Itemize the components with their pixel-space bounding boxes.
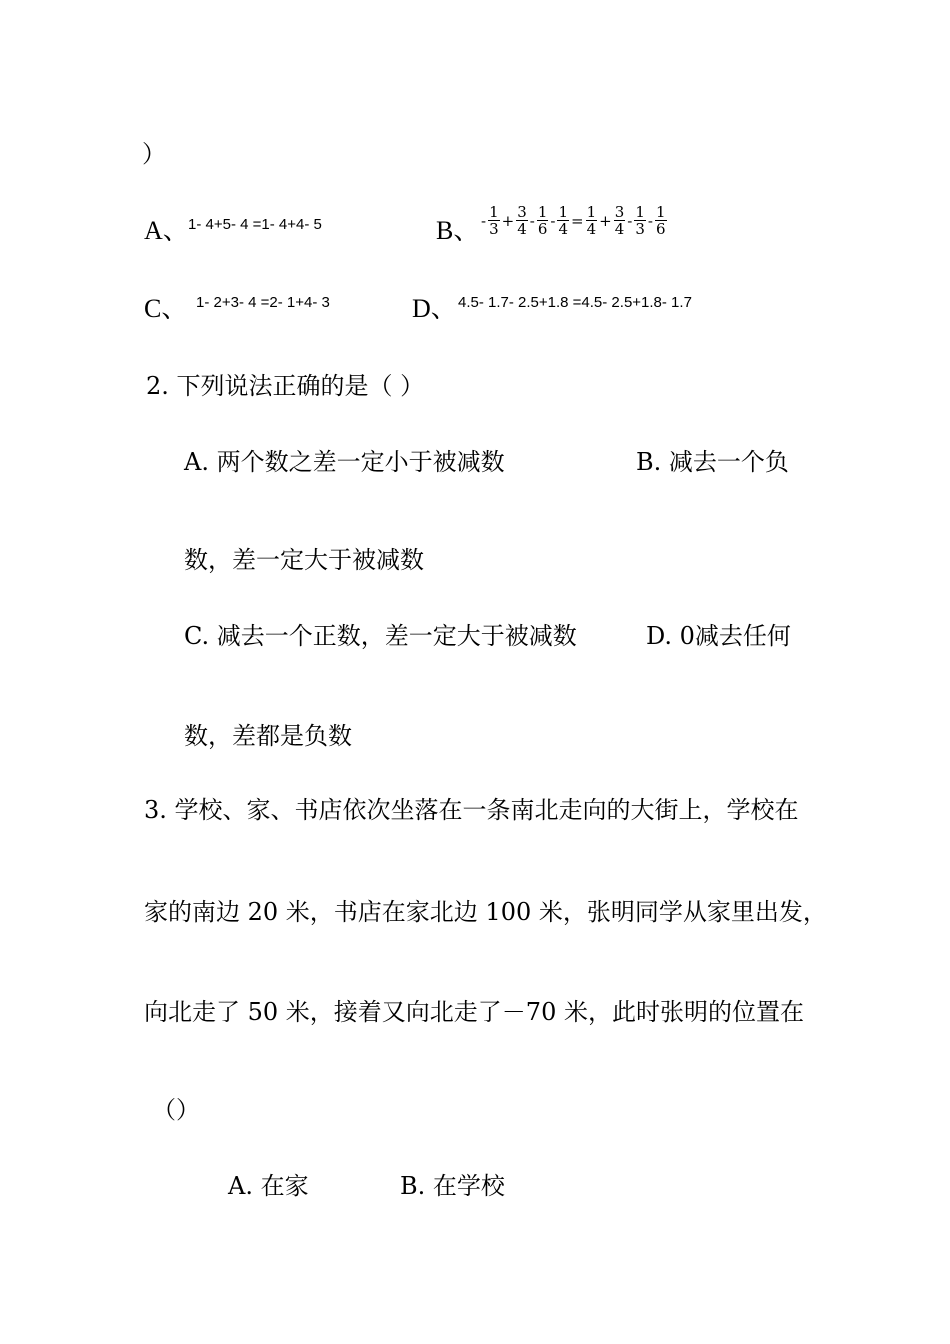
q1-option-b-expression	[480, 204, 668, 237]
q3-option-a: A. 在家	[228, 1172, 309, 1200]
term-sign: -	[550, 211, 556, 230]
fraction: $\frac{1}{6}$	[655, 203, 666, 238]
q1-option-c-expression: 1- 2+3- 4 =2- 1+4- 3	[196, 294, 330, 311]
q1-option-a-expression: 1- 4+5- 4 =1- 4+4- 5	[188, 216, 322, 233]
q1-option-a-label: A、	[144, 216, 189, 245]
q2-option-b-continued: 数，差一定大于被减数	[184, 546, 424, 574]
q1-option-b-label: B、	[436, 216, 480, 245]
q2-option-b: B. 减去一个负	[636, 448, 789, 476]
q2-option-d-continued: 数，差都是负数	[184, 722, 352, 750]
q1-paren-close: ）	[142, 140, 166, 168]
term-sign: -	[481, 211, 487, 230]
q3-option-b: B. 在学校	[400, 1172, 505, 1200]
fraction: $\frac{1}{3}$	[489, 203, 499, 238]
q1-option-d-expression: 4.5- 1.7- 2.5+1.8 =4.5- 2.5+1.8- 1.7	[458, 294, 692, 311]
q1-option-c-label: C、	[144, 294, 188, 323]
term-sign: +	[501, 211, 515, 230]
term-sign: -	[627, 211, 633, 230]
fraction: $\frac{1}{4}$	[586, 203, 597, 238]
q3-stem-line-3: 向北走了 50 米，接着又向北走了－70 米，此时张明的位置在	[144, 998, 804, 1026]
q2-option-a: A. 两个数之差一定小于被减数	[184, 448, 505, 476]
q2-stem: 2. 下列说法正确的是（ ）	[146, 372, 425, 400]
equals-sign: =	[571, 211, 584, 230]
q3-stem-line-2: 家的南边 20 米，书店在家北边 100 米，张明同学从家里出发，	[144, 898, 827, 926]
fraction: $\frac{1}{6}$	[537, 203, 548, 238]
q2-option-d: D. 0减去任何	[646, 622, 791, 650]
fraction: $\frac{1}{3}$	[635, 203, 645, 238]
q2-option-c: C. 减去一个正数，差一定大于被减数	[184, 622, 577, 650]
q1-option-d-label: D、	[412, 294, 457, 323]
term-sign: -	[647, 211, 653, 230]
fraction: $\frac{3}{4}$	[517, 203, 527, 238]
term-sign: -	[529, 211, 535, 230]
term-sign: +	[599, 211, 612, 230]
q3-stem-line-1: 3. 学校、家、书店依次坐落在一条南北走向的大街上，学校在	[144, 796, 799, 824]
fraction: $\frac{3}{4}$	[614, 203, 625, 238]
fraction: $\frac{1}{4}$	[558, 203, 568, 238]
q3-answer-paren: （）	[152, 1096, 200, 1124]
